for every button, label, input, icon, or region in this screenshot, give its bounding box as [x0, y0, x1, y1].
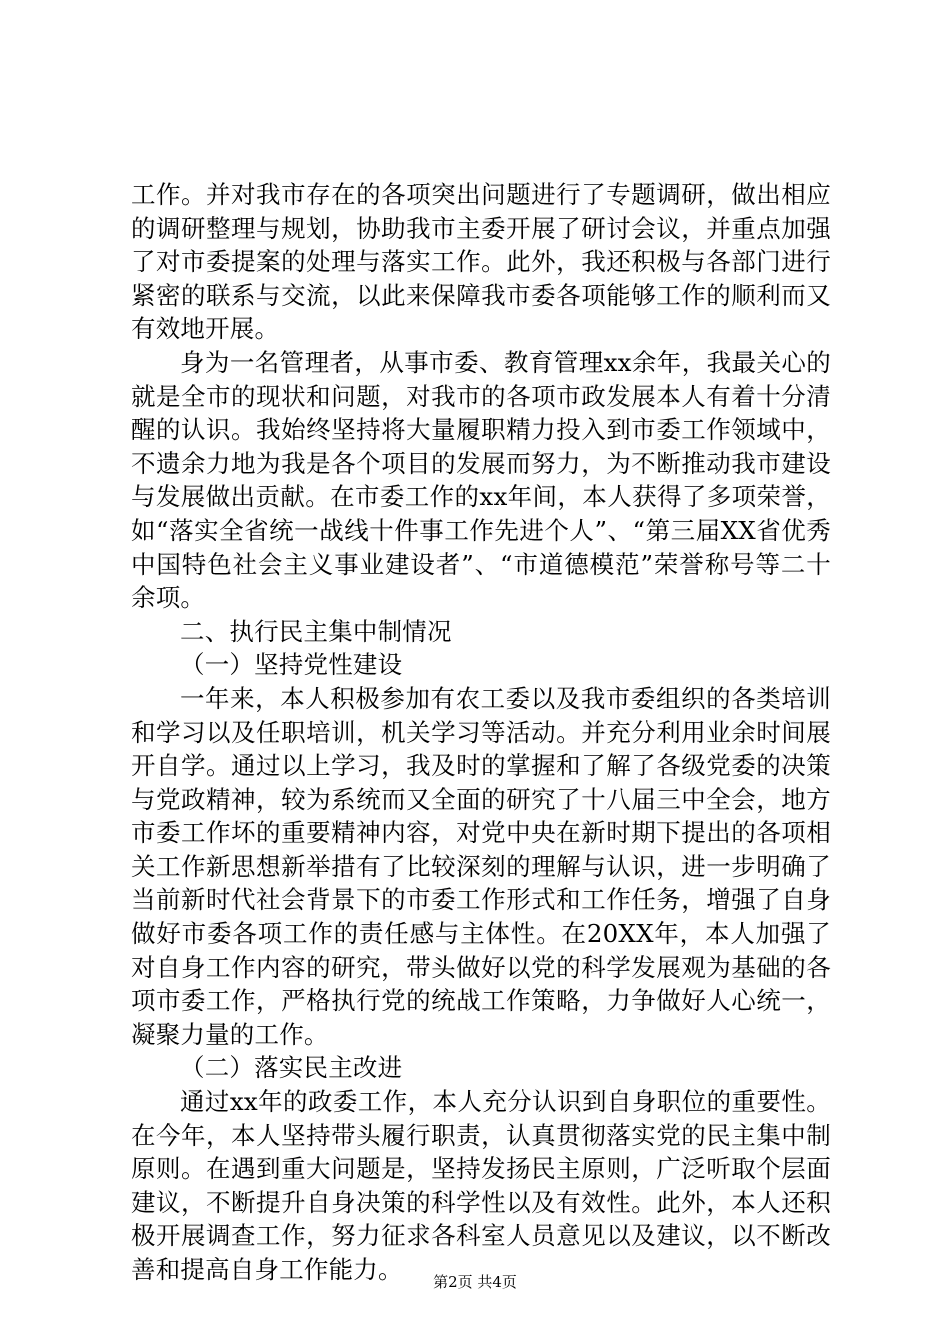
paragraph-democratic-improvement: 通过xx年的政委工作，本人充分认识到自身职位的重要性。在今年，本人坚持带头履行职责，认真贯彻落实党的民主集中制原则。在遇到重大问题是，坚持发扬民主原则，广泛听取个层面建议，不断提升自身决策的科学性以及有效性。此外，本人还积极开展调查工作，努力征求各科室人员意见以及建议，以不断改善和提高自身工作能力。: [131, 1087, 831, 1284]
document-body: [131, 178, 831, 1287]
page-number-footer: 第2页 共4页: [433, 1273, 517, 1291]
subsection-heading-democratic-improvement: （二）落实民主改进: [180, 1053, 403, 1083]
paragraph-party-building: 一年来，本人积极参加有农工委以及我市委组织的各类培训和学习以及任职培训，机关学习等活动。并充分利用业余时间展开自学。通过以上学习，我及时的掌握和了解了各级党委的决策与党政精神，较为系统而又全面的研究了十八届三中全会，地方市委工作坏的重要精神内容，对党中央在新时期下提出的各项相关工作新思想新举措有了比较深刻的理解与认识，进一步明确了当前新时代社会背景下的市委工作形式和工作任务，增强了自身做好市委各项工作的责任感与主体性。在20XX年，本人加强了对自身工作内容的研究，带头做好以党的科学发展观为基础的各项市委工作，严格执行党的统战工作策略，力争做好人心统一，凝聚力量的工作。: [131, 683, 831, 1049]
paragraph-continuation: 工作。并对我市存在的各项突出问题进行了专题调研，做出相应的调研整理与规划，协助我市主委开展了研讨会议，并重点加强了对市委提案的处理与落实工作。此外，我还积极与各部门进行紧密的联系与交流，以此来保障我市委各项能够工作的顺利而又有效地开展。: [131, 180, 831, 344]
subsection-heading-party-building: （一）坚持党性建设: [180, 650, 403, 680]
section-heading-democratic-centralism: 二、执行民主集中制情况: [180, 616, 452, 646]
paragraph-manager-experience: 身为一名管理者，从事市委、教育管理xx余年，我最关心的就是全市的现状和问题，对我市的各项市政发展本人有着十分清醒的认识。我始终坚持将大量履职精力投入到市委工作领域中，不遗余力地为我是各个项目的发展而努力，为不断推动我市建设与发展做出贡献。在市委工作的xx年间，本人获得了多项荣誉，如“落实全省统一战线十件事工作先进个人”、“第三届XX省优秀中国特色社会主义事业建设者”、“市道德模范”荣誉称号等二十余项。: [131, 347, 831, 613]
